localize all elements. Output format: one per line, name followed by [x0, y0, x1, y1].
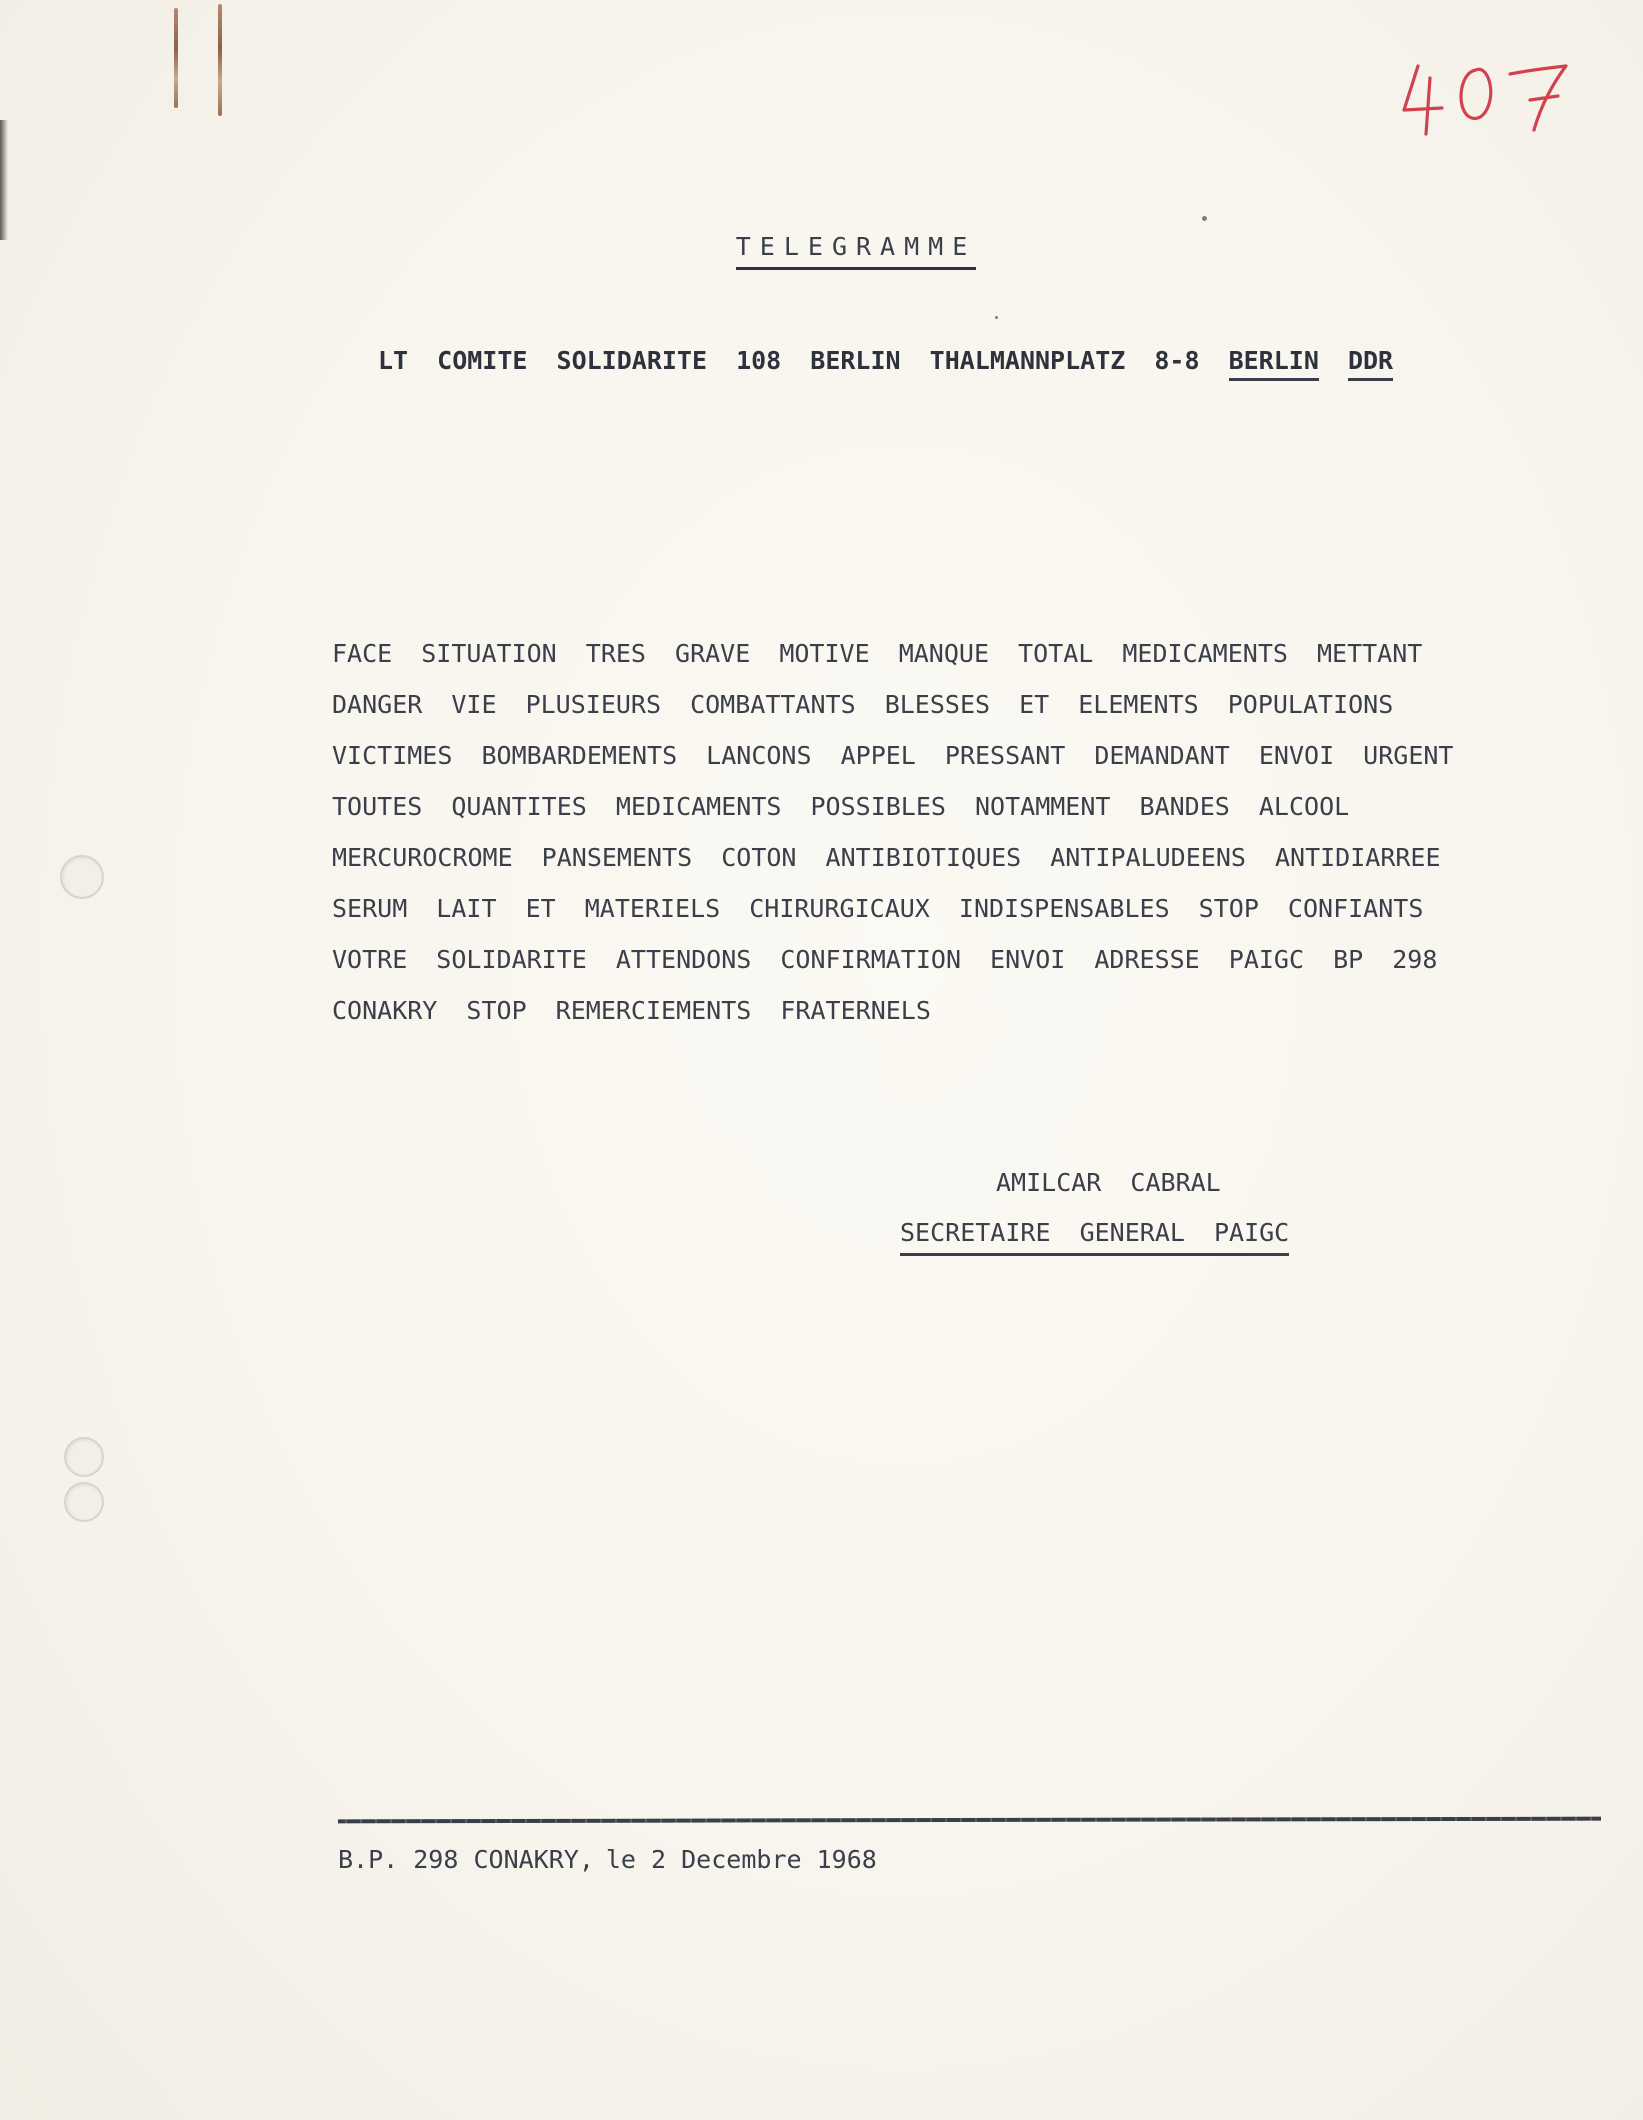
staple-mark [174, 8, 178, 108]
punch-hole [60, 855, 104, 899]
body-line: VOTRE SOLIDARITE ATTENDONS CONFIRMATION ENVOI ADRESSE PAIGC BP 298 [332, 945, 1438, 974]
body-line: FACE SITUATION TRES GRAVE MOTIVE MANQUE TOTAL MEDICAMENTS METTANT [332, 639, 1423, 668]
signatory-name: AMILCAR CABRAL [996, 1168, 1221, 1197]
body-line: MERCUROCROME PANSEMENTS COTON ANTIBIOTIQUES ANTIPALUDEENS ANTIDIARREE [332, 843, 1441, 872]
staple-mark [218, 4, 222, 116]
handwritten-407-drawing [1390, 30, 1590, 140]
handwritten-archive-number [1390, 30, 1590, 140]
document-title: TELEGRAMME [0, 232, 1643, 261]
footer-place: B.P. 298 CONAKRY, [338, 1845, 594, 1874]
ink-speck [1202, 216, 1207, 221]
punch-hole [64, 1482, 104, 1522]
address-country: DDR [1348, 346, 1393, 381]
body-line: TOUTES QUANTITES MEDICAMENTS POSSIBLES NOTAMMENT BANDES ALCOOL [332, 792, 1350, 821]
ink-speck [995, 316, 998, 319]
footer-divider [338, 1817, 1601, 1824]
signature-block [900, 1165, 1320, 1256]
message-body [332, 636, 1512, 1044]
footer-date: le 2 Decembre 1968 [605, 1845, 877, 1874]
address-city: BERLIN [1229, 346, 1319, 381]
recipient-address [378, 346, 1393, 375]
signatory-title: SECRETAIRE GENERAL PAIGC [900, 1215, 1289, 1256]
binding-shadow [0, 120, 8, 240]
body-line: VICTIMES BOMBARDEMENTS LANCONS APPEL PRESSANT DEMANDANT ENVOI URGENT [332, 741, 1454, 770]
punch-hole [64, 1437, 104, 1477]
body-line: SERUM LAIT ET MATERIELS CHIRURGICAUX INDISPENSABLES STOP CONFIANTS [332, 894, 1424, 923]
body-line: DANGER VIE PLUSIEURS COMBATTANTS BLESSES ET ELEMENTS POPULATIONS [332, 690, 1394, 719]
footer-place-date [338, 1842, 877, 1878]
body-line: CONAKRY STOP REMERCIEMENTS FRATERNELS [332, 996, 931, 1025]
address-text: LT COMITE SOLIDARITE 108 BERLIN THALMANNPLATZ 8-8 [378, 346, 1200, 375]
